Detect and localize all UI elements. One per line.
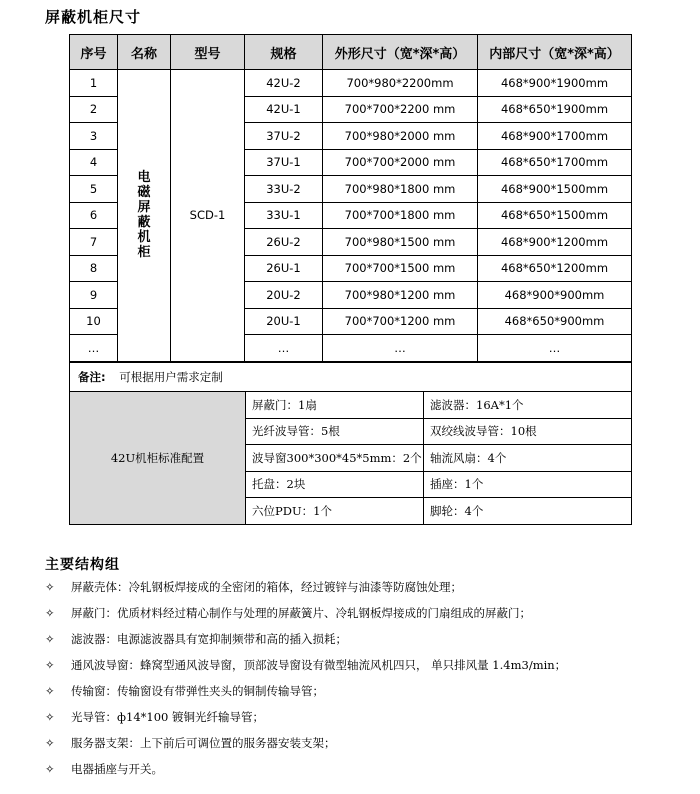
row-inner-size: 468*900*1200mm xyxy=(478,229,632,256)
header-model: 型号 xyxy=(171,35,245,70)
note-label: 备注: xyxy=(78,370,106,384)
config-title: 42U机柜标准配置 xyxy=(70,392,246,525)
row-spec: 20U-2 xyxy=(245,282,323,309)
row-no: 4 xyxy=(70,149,118,176)
config-item: 双绞线波导管：10根 xyxy=(424,418,632,445)
feature-text: 屏蔽门：优质材料经过精心制作与处理的屏蔽簧片、冷轧钢板焊接成的门扇组成的屏蔽门； xyxy=(71,606,531,620)
row-outer-size: 700*700*1500 mm xyxy=(323,255,478,282)
row-no: … xyxy=(70,335,118,362)
feature-text: 滤波器：电源滤波器具有宽抑制频带和高的插入损耗； xyxy=(71,632,347,646)
feature-item xyxy=(45,626,566,652)
row-outer-size: 700*980*1200 mm xyxy=(323,282,478,309)
row-spec: 37U-1 xyxy=(245,149,323,176)
spec-header-row xyxy=(70,35,632,70)
bullet-icon: ✧ xyxy=(45,684,55,698)
row-no: 5 xyxy=(70,176,118,203)
row-outer-size: 700*980*2000 mm xyxy=(323,123,478,150)
feature-item xyxy=(45,600,566,626)
row-inner-size: 468*650*1200mm xyxy=(478,255,632,282)
config-item: 插座：1个 xyxy=(424,471,632,498)
row-inner-size: 468*900*1900mm xyxy=(478,70,632,97)
row-no: 10 xyxy=(70,308,118,335)
row-no: 1 xyxy=(70,70,118,97)
feature-text: 光导管：ф14*100 镀铜光纤输导管； xyxy=(71,710,264,724)
row-outer-size: 700*700*2200 mm xyxy=(323,96,478,123)
bullet-icon: ✧ xyxy=(45,736,55,750)
note-row xyxy=(70,363,632,392)
feature-text: 传输窗：传输窗设有带弹性夹头的铜制传输导管； xyxy=(71,684,324,698)
header-inner-size: 内部尺寸（宽*深*高） xyxy=(478,35,632,70)
row-outer-size: 700*980*1500 mm xyxy=(323,229,478,256)
row-inner-size: … xyxy=(478,335,632,362)
row-no: 3 xyxy=(70,123,118,150)
row-outer-size: 700*700*2000 mm xyxy=(323,149,478,176)
row-inner-size: 468*900*1500mm xyxy=(478,176,632,203)
config-item: 屏蔽门：1扇 xyxy=(246,392,424,419)
row-no: 7 xyxy=(70,229,118,256)
config-item: 六位PDU：1个 xyxy=(246,498,424,525)
header-spec: 规格 xyxy=(245,35,323,70)
feature-list xyxy=(45,574,566,782)
row-outer-size: 700*700*1200 mm xyxy=(323,308,478,335)
row-spec: 26U-1 xyxy=(245,255,323,282)
feature-text: 服务器支架：上下前后可调位置的服务器安装支架； xyxy=(71,736,336,750)
bullet-icon: ✧ xyxy=(45,762,55,776)
feature-item xyxy=(45,678,566,704)
row-spec: 33U-1 xyxy=(245,202,323,229)
config-item: 托盘：2块 xyxy=(246,471,424,498)
feature-text: 电器插座与开关。 xyxy=(71,762,163,776)
feature-item xyxy=(45,756,566,782)
feature-text: 通风波导窗：蜂窝型通风波导窗，顶部波导窗设有微型轴流风机四只， 单只排风量 1.4m3/min； xyxy=(71,658,567,672)
feature-item xyxy=(45,574,566,600)
row-inner-size: 468*900*900mm xyxy=(478,282,632,309)
row-outer-size: 700*980*2200mm xyxy=(323,70,478,97)
bullet-icon: ✧ xyxy=(45,606,55,620)
row-spec: 26U-2 xyxy=(245,229,323,256)
config-item: 光纤波导管：5根 xyxy=(246,418,424,445)
row-no: 8 xyxy=(70,255,118,282)
note-cell xyxy=(70,363,632,392)
spec-table xyxy=(69,34,632,362)
feature-item xyxy=(45,704,566,730)
row-spec: … xyxy=(245,335,323,362)
row-spec: 42U-2 xyxy=(245,70,323,97)
cabinet-model: SCD-1 xyxy=(171,70,245,362)
row-spec: 37U-2 xyxy=(245,123,323,150)
row-outer-size: 700*980*1800 mm xyxy=(323,176,478,203)
row-inner-size: 468*900*1700mm xyxy=(478,123,632,150)
config-table xyxy=(69,362,632,525)
cabinet-name xyxy=(118,70,171,362)
header-name: 名称 xyxy=(118,35,171,70)
bullet-icon: ✧ xyxy=(45,658,55,672)
config-item: 脚轮：4个 xyxy=(424,498,632,525)
row-no: 9 xyxy=(70,282,118,309)
row-no: 2 xyxy=(70,96,118,123)
bullet-icon: ✧ xyxy=(45,632,55,646)
bullet-icon: ✧ xyxy=(45,580,55,594)
feature-item xyxy=(45,652,566,678)
header-outer-size: 外形尺寸（宽*深*高） xyxy=(323,35,478,70)
cabinet-name-text: 电磁屏蔽机柜 xyxy=(137,170,151,261)
config-item: 轴流风扇：4个 xyxy=(424,445,632,472)
config-item: 滤波器：16A*1个 xyxy=(424,392,632,419)
spec-row xyxy=(70,70,632,97)
section-title: 主要结构组 xyxy=(45,557,120,573)
row-outer-size: … xyxy=(323,335,478,362)
config-row xyxy=(70,392,632,419)
row-spec: 20U-1 xyxy=(245,308,323,335)
row-inner-size: 468*650*1900mm xyxy=(478,96,632,123)
row-spec: 42U-1 xyxy=(245,96,323,123)
page-title: 屏蔽机柜尺寸 xyxy=(45,8,142,26)
row-no: 6 xyxy=(70,202,118,229)
row-outer-size: 700*700*1800 mm xyxy=(323,202,478,229)
feature-text: 屏蔽壳体：冷轧钢板焊接成的全密闭的箱体，经过镀锌与油漆等防腐蚀处理； xyxy=(71,580,462,594)
row-inner-size: 468*650*1700mm xyxy=(478,149,632,176)
bullet-icon: ✧ xyxy=(45,710,55,724)
header-no: 序号 xyxy=(70,35,118,70)
feature-item xyxy=(45,730,566,756)
row-inner-size: 468*650*1500mm xyxy=(478,202,632,229)
row-spec: 33U-2 xyxy=(245,176,323,203)
row-inner-size: 468*650*900mm xyxy=(478,308,632,335)
config-item: 波导窗300*300*45*5mm：2个 xyxy=(246,445,424,472)
note-text: 可根据用户需求定制 xyxy=(119,370,223,384)
